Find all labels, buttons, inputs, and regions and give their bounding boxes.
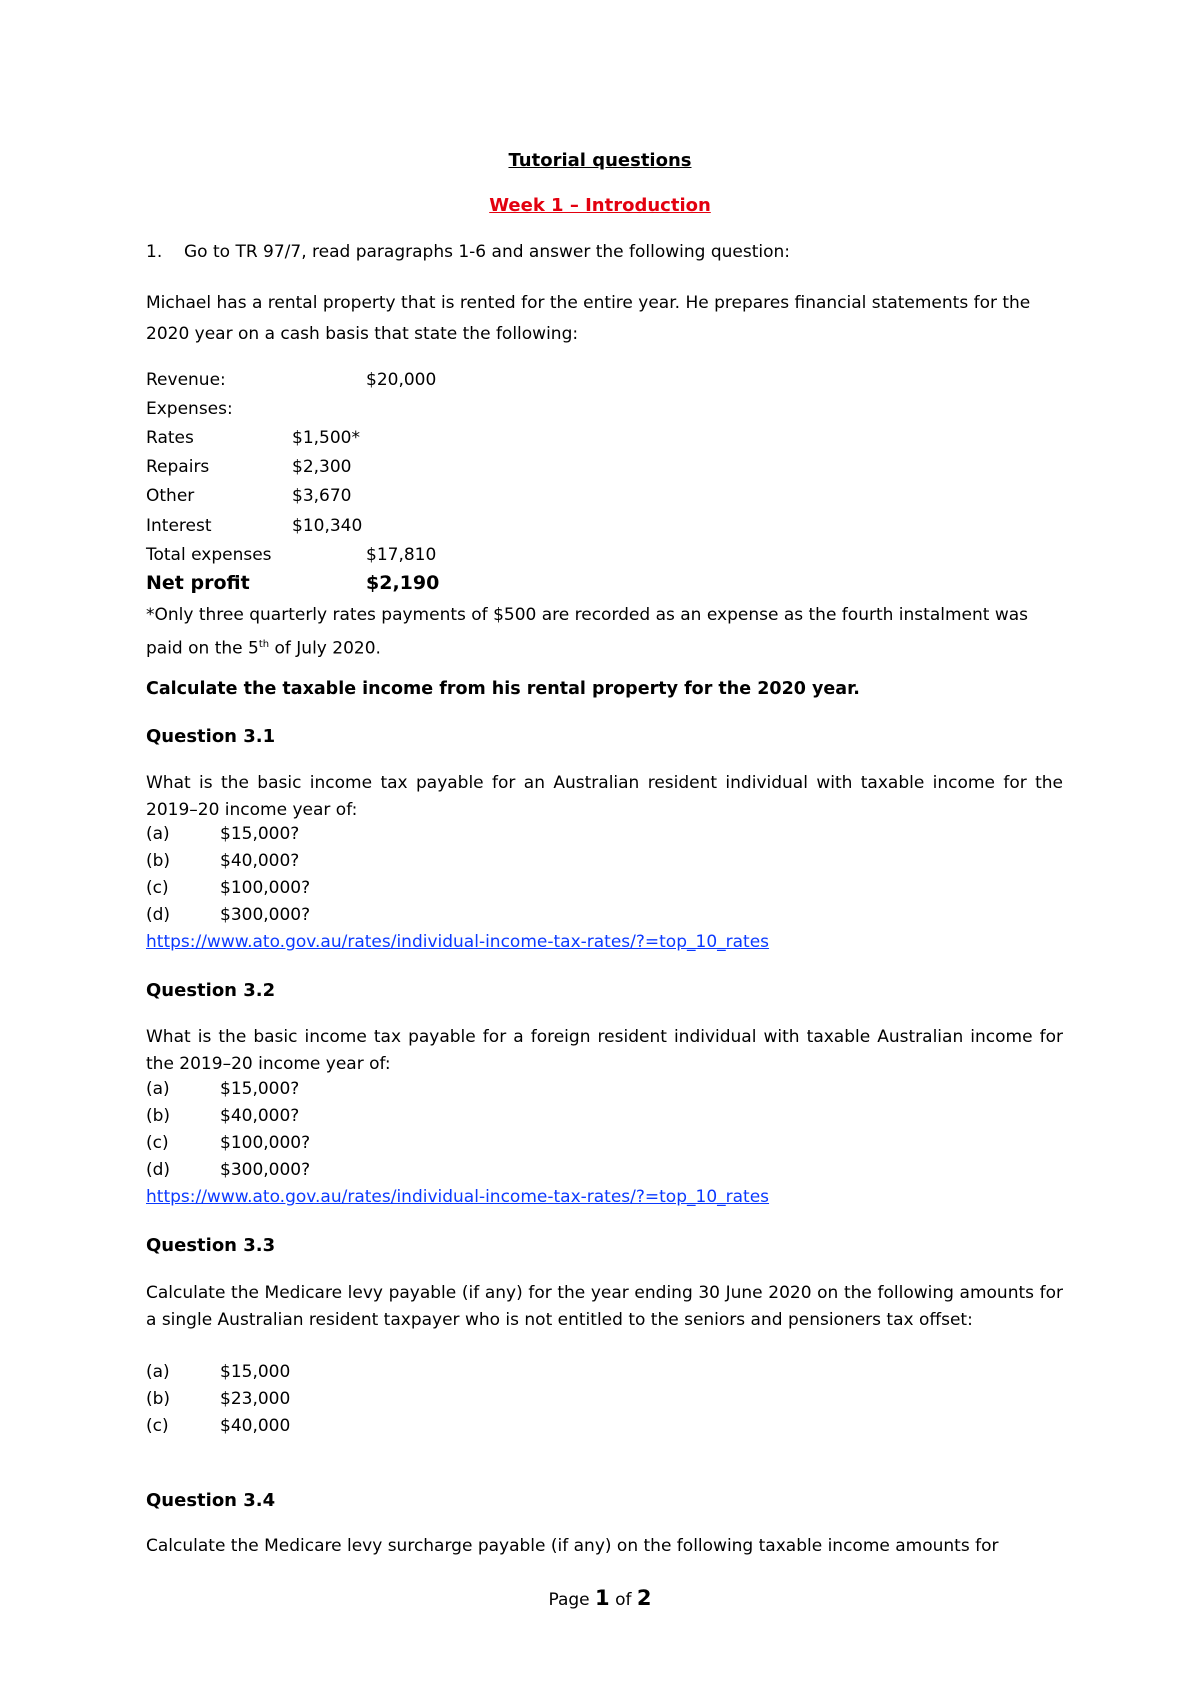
option-value: $15,000 [220, 1362, 291, 1382]
footnote [146, 601, 1063, 664]
footer-total-pages: 2 [636, 1586, 652, 1610]
option-value: $15,000? [220, 1079, 300, 1099]
q1-number: 1. [146, 242, 163, 262]
q32-link[interactable]: https://www.ato.gov.au/rates/individual-income-tax-rates/?=top_10_rates [146, 1187, 770, 1207]
expense-value: $1,500* [292, 428, 360, 448]
footnote-text: *Only three quarterly rates payments of $500 are recorded as an expense as the fourth instalment was paid on the 5 [146, 605, 1028, 659]
option-letter: (a) [146, 1362, 170, 1382]
expense-label: Interest [146, 516, 212, 536]
expense-value: $2,300 [292, 457, 352, 477]
option-value: $100,000? [220, 1133, 311, 1153]
option-value: $300,000? [220, 1160, 311, 1180]
q32-heading: Question 3.2 [146, 980, 276, 1001]
option-letter: (b) [146, 1106, 171, 1126]
expense-value: $3,670 [292, 486, 352, 506]
option-letter: (b) [146, 851, 171, 871]
option-value: $23,000 [220, 1389, 291, 1409]
option-value: $40,000? [220, 1106, 300, 1126]
q31-heading: Question 3.1 [146, 726, 276, 747]
q34-text: Calculate the Medicare levy surcharge payable (if any) on the following taxable income amounts for [146, 1536, 999, 1556]
week-heading: Week 1 – Introduction [489, 195, 711, 216]
expense-label: Other [146, 486, 195, 506]
option-letter: (c) [146, 878, 169, 898]
expenses-label: Expenses: [146, 399, 233, 419]
revenue-label: Revenue: [146, 370, 226, 390]
scenario-text: Michael has a rental property that is rented for the entire year. He prepares financial statements for the 2020 year on a cash basis that state the following: [146, 293, 1031, 344]
option-letter: (b) [146, 1389, 171, 1409]
option-letter: (d) [146, 905, 171, 925]
footer-current-page: 1 [595, 1586, 610, 1610]
expense-value: $10,340 [292, 516, 363, 536]
footer-page-word: Page [548, 1590, 590, 1610]
option-value: $15,000? [220, 824, 300, 844]
option-value: $100,000? [220, 878, 311, 898]
q33-text: Calculate the Medicare levy payable (if any) for the year ending 30 June 2020 on the following amounts for a single Australian resident taxpayer who is not entitled to the seniors and pensioners tax offset: [146, 1283, 1063, 1330]
footnote-superscript: th [258, 639, 270, 650]
q31-text: What is the basic income tax payable for an Australian resident individual with taxable income for the 2019–20 income year of: [146, 773, 1063, 820]
expense-label: Repairs [146, 457, 210, 477]
expense-label: Rates [146, 428, 194, 448]
option-letter: (a) [146, 1079, 170, 1099]
net-profit-label: Net profit [146, 572, 250, 594]
total-value: $17,810 [366, 545, 437, 565]
calc-instruction: Calculate the taxable income from his rental property for the 2020 year. [146, 679, 860, 699]
q33-heading: Question 3.3 [146, 1235, 276, 1256]
option-letter: (d) [146, 1160, 171, 1180]
net-profit-value: $2,190 [366, 572, 440, 594]
total-label: Total expenses [146, 545, 272, 565]
revenue-value: $20,000 [366, 370, 437, 390]
q31-link[interactable]: https://www.ato.gov.au/rates/individual-income-tax-rates/?=top_10_rates [146, 932, 770, 952]
page-footer [0, 1586, 1200, 1610]
option-letter: (a) [146, 824, 170, 844]
footnote-text-end: of July 2020. [269, 638, 381, 659]
footer-of-word: of [615, 1590, 632, 1610]
q1-text: Go to TR 97/7, read paragraphs 1-6 and answer the following question: [184, 242, 791, 262]
option-letter: (c) [146, 1416, 169, 1436]
q32-text: What is the basic income tax payable for a foreign resident individual with taxable Australian income for the 2019–20 income year of: [146, 1027, 1063, 1074]
option-value: $300,000? [220, 905, 311, 925]
q34-heading: Question 3.4 [146, 1490, 276, 1511]
page-title: Tutorial questions [508, 150, 692, 171]
option-value: $40,000? [220, 851, 300, 871]
option-value: $40,000 [220, 1416, 291, 1436]
option-letter: (c) [146, 1133, 169, 1153]
